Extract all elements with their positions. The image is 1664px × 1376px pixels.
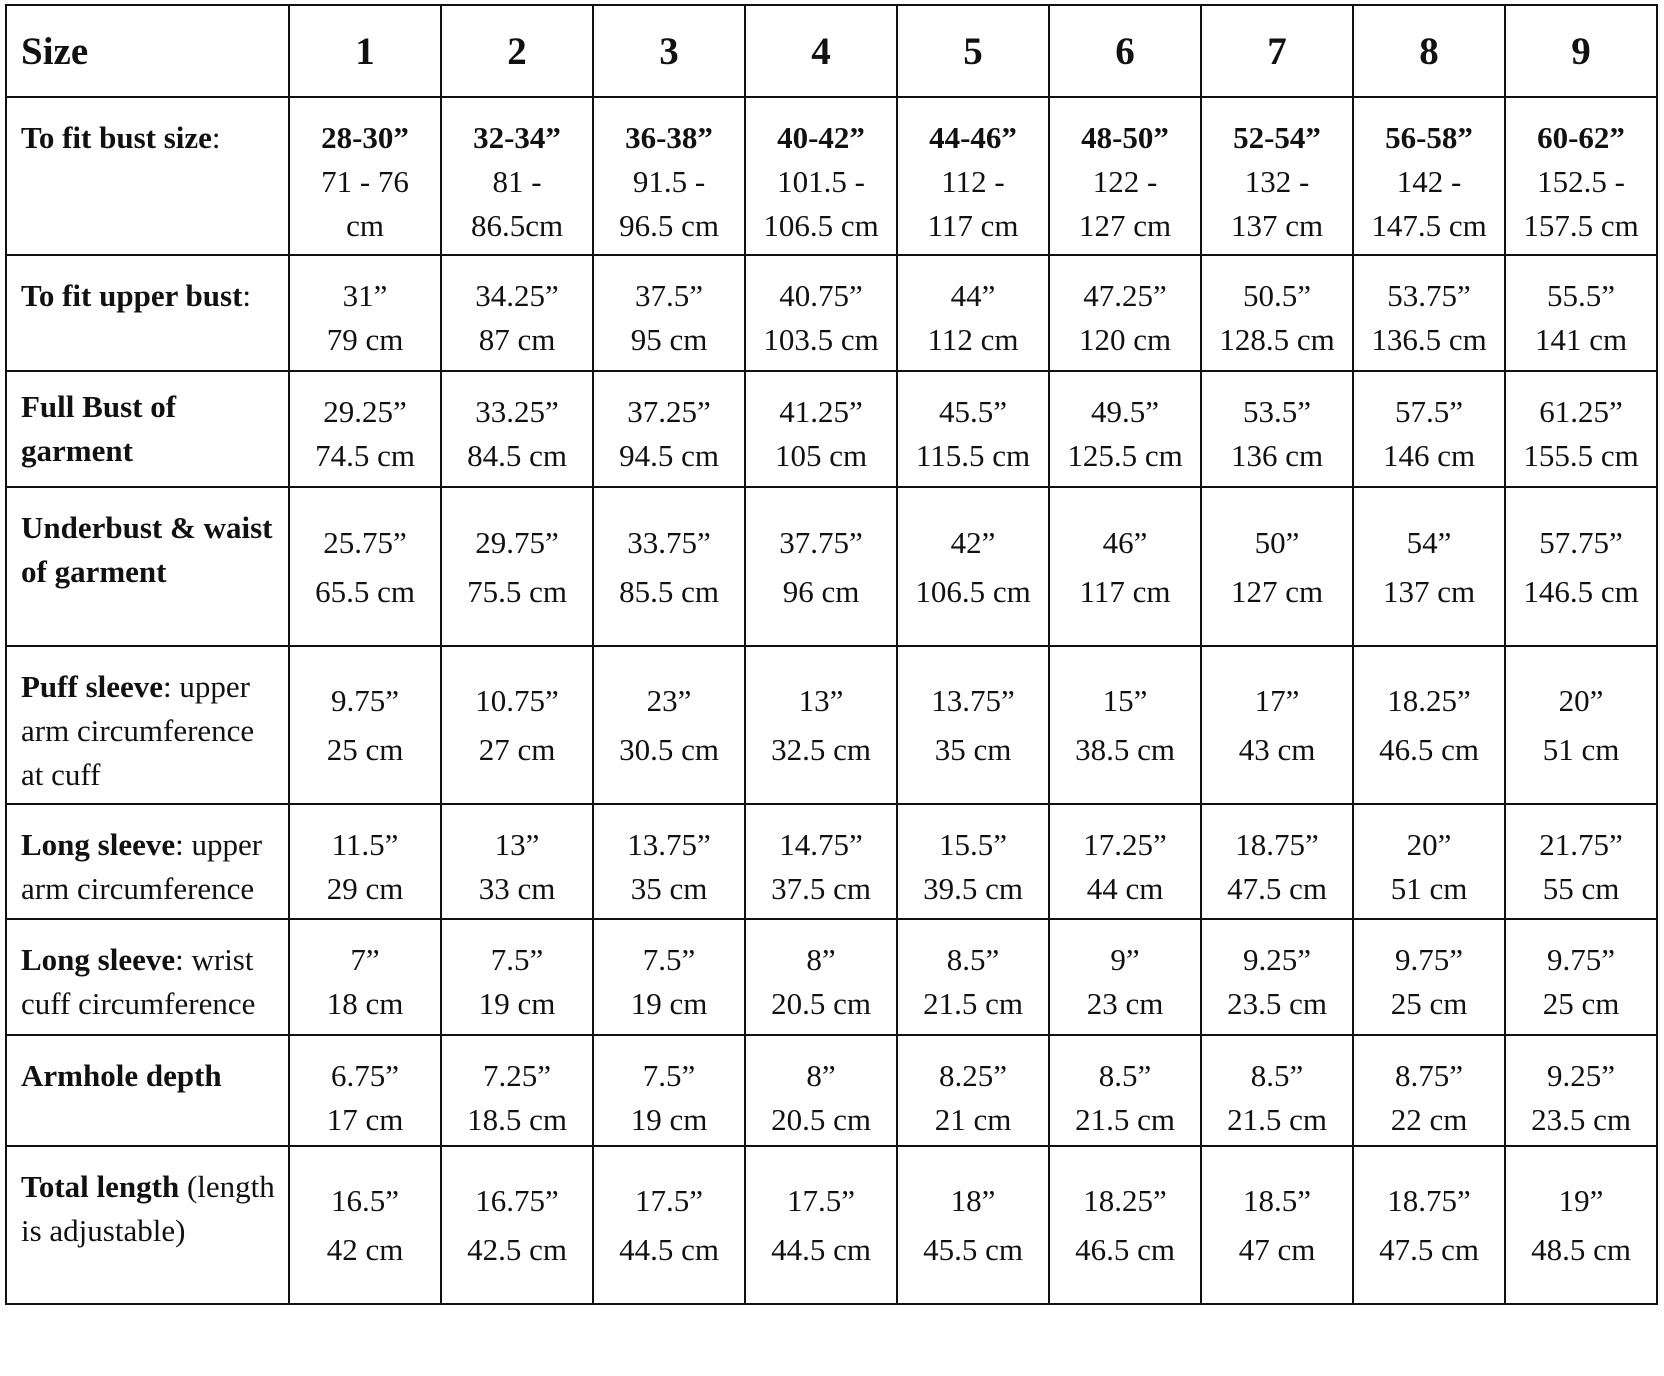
inch-value: 19”: [1558, 1183, 1604, 1218]
inch-value: 53.5”: [1242, 394, 1311, 429]
cm-value: 112 -: [941, 164, 1005, 199]
cm-value: 94.5 cm: [619, 438, 719, 473]
cm-value: 101.5 -: [777, 164, 865, 199]
cm-value: 128.5 cm: [1219, 322, 1335, 357]
inch-value: 17”: [1254, 683, 1300, 718]
cm-value: 19 cm: [478, 986, 556, 1021]
measurement-cell: [1353, 255, 1505, 371]
cm-value: 125.5 cm: [1067, 438, 1183, 473]
inch-value: 15.5”: [938, 827, 1007, 862]
cm-value: 47.5 cm: [1227, 871, 1327, 906]
cm-value: 142 -: [1396, 164, 1462, 199]
inch-value: 40.75”: [779, 278, 863, 313]
measurement-cell: [1505, 804, 1657, 919]
cm-value: 127 cm: [1078, 208, 1172, 243]
measurement-cell: [593, 371, 745, 487]
measurement-cell: [1201, 97, 1353, 255]
inch-value: 17.25”: [1083, 827, 1167, 862]
cm-value: 21.5 cm: [1075, 1102, 1175, 1137]
size-column-header: 2: [441, 5, 593, 97]
measurement-cell: [1049, 1035, 1201, 1146]
cm-value: 46.5 cm: [1379, 732, 1479, 767]
row-label-text: To fit bust size: [21, 120, 212, 155]
cm-value: 48.5 cm: [1531, 1232, 1631, 1267]
inch-value: 6.75”: [330, 1058, 399, 1093]
cm-value: 44.5 cm: [619, 1232, 719, 1267]
cm-value: 103.5 cm: [763, 322, 879, 357]
cm-value: 25 cm: [326, 732, 404, 767]
cm-value: 47 cm: [1238, 1232, 1316, 1267]
cm-value: 136.5 cm: [1371, 322, 1487, 357]
cm-value: 81 -: [492, 164, 542, 199]
inch-value: 60-62”: [1537, 120, 1625, 155]
cm-value: 35 cm: [630, 871, 708, 906]
inch-value: 20”: [1406, 827, 1452, 862]
inch-value: 44-46”: [929, 120, 1017, 155]
measurement-cell: [1201, 804, 1353, 919]
row-label: [6, 919, 289, 1035]
cm-value: 74.5 cm: [315, 438, 415, 473]
inch-value: 34.25”: [475, 278, 559, 313]
measurement-cell: [897, 646, 1049, 804]
inch-value: 29.25”: [323, 394, 407, 429]
size-column-header: 6: [1049, 5, 1201, 97]
inch-value: 48-50”: [1081, 120, 1169, 155]
measurement-cell: [441, 646, 593, 804]
measurement-row: [6, 804, 1657, 919]
measurement-cell: [441, 1146, 593, 1304]
cm-value: 35 cm: [934, 732, 1012, 767]
inch-value: 7.5”: [490, 942, 544, 977]
measurement-cell: [1201, 1035, 1353, 1146]
cm-value: 42.5 cm: [467, 1232, 567, 1267]
cm-value: 20.5 cm: [771, 1102, 871, 1137]
inch-value: 7.5”: [642, 942, 696, 977]
inch-value: 16.75”: [475, 1183, 559, 1218]
inch-value: 36-38”: [625, 120, 713, 155]
measurement-cell: [593, 919, 745, 1035]
inch-value: 37.5”: [634, 278, 703, 313]
inch-value: 50.5”: [1242, 278, 1311, 313]
inch-value: 18”: [950, 1183, 996, 1218]
inch-value: 9.75”: [330, 683, 399, 718]
cm-value: 19 cm: [630, 986, 708, 1021]
measurement-cell: [1505, 1146, 1657, 1304]
size-column-header: 1: [289, 5, 441, 97]
measurement-cell: [745, 646, 897, 804]
row-label-text: Total length: [21, 1169, 180, 1204]
measurement-row: [6, 487, 1657, 646]
measurement-cell: [593, 646, 745, 804]
measurement-cell: [441, 804, 593, 919]
inch-value: 23”: [646, 683, 692, 718]
cm-value: 43 cm: [1238, 732, 1316, 767]
cm-value: 37.5 cm: [771, 871, 871, 906]
cm-value: 21 cm: [934, 1102, 1012, 1137]
row-label: [6, 646, 289, 804]
row-label-text: Long sleeve: [21, 827, 176, 862]
cm-value: 23 cm: [1086, 986, 1164, 1021]
cm-value: 87 cm: [478, 322, 556, 357]
measurement-cell: [289, 919, 441, 1035]
measurement-cell: [289, 1035, 441, 1146]
cm-value: 127 cm: [1230, 573, 1324, 609]
measurement-cell: [745, 804, 897, 919]
measurement-cell: [1505, 97, 1657, 255]
measurement-row: [6, 646, 1657, 804]
measurement-cell: [897, 371, 1049, 487]
measurement-cell: [1201, 646, 1353, 804]
cm-value: 86.5cm: [470, 208, 564, 243]
inch-value: 18.25”: [1387, 683, 1471, 718]
inch-value: 31”: [342, 278, 388, 313]
inch-value: 17.5”: [786, 1183, 855, 1218]
measurement-cell: [1201, 487, 1353, 646]
cm-value: 18.5 cm: [467, 1102, 567, 1137]
measurement-cell: [441, 371, 593, 487]
inch-value: 41.25”: [779, 394, 863, 429]
inch-value: 53.75”: [1387, 278, 1471, 313]
measurement-cell: [441, 1035, 593, 1146]
inch-value: 18.5”: [1242, 1183, 1311, 1218]
chart-body: [6, 97, 1657, 1304]
row-label-text: Full Bust of garment: [21, 389, 177, 468]
cm-value: 79 cm: [326, 322, 404, 357]
cm-value: 17 cm: [326, 1102, 404, 1137]
inch-value: 50”: [1254, 524, 1300, 560]
measurement-cell: [441, 919, 593, 1035]
row-label-text: Armhole depth: [21, 1058, 222, 1093]
inch-value: 9.75”: [1394, 942, 1463, 977]
cm-value: 23.5 cm: [1227, 986, 1327, 1021]
cm-value: 42 cm: [326, 1232, 404, 1267]
measurement-cell: [1049, 1146, 1201, 1304]
cm-value: 18 cm: [326, 986, 404, 1021]
inch-value: 8.5”: [946, 942, 1000, 977]
cm-value: 19 cm: [630, 1102, 708, 1137]
measurement-cell: [745, 255, 897, 371]
row-label: [6, 487, 289, 646]
cm-value: 25 cm: [1542, 986, 1620, 1021]
cm-value: 51 cm: [1542, 732, 1620, 767]
measurement-row: [6, 1035, 1657, 1146]
inch-value: 20”: [1558, 683, 1604, 718]
measurement-cell: [897, 1146, 1049, 1304]
inch-value: 13.75”: [627, 827, 711, 862]
measurement-cell: [1353, 97, 1505, 255]
measurement-cell: [1049, 804, 1201, 919]
row-label-text: : upper arm circumference: [21, 827, 263, 906]
measurement-cell: [745, 371, 897, 487]
cm-value: 45.5 cm: [923, 1232, 1023, 1267]
inch-value: 8.5”: [1250, 1058, 1304, 1093]
measurement-cell: [1201, 371, 1353, 487]
inch-value: 46”: [1102, 524, 1148, 560]
cm-value: 106.5 cm: [915, 573, 1031, 609]
measurement-cell: [1049, 371, 1201, 487]
inch-value: 25.75”: [323, 524, 407, 560]
cm-value: 71 - 76: [321, 164, 409, 199]
measurement-cell: [897, 487, 1049, 646]
size-column-header: 4: [745, 5, 897, 97]
cm-value: 117 cm: [1079, 573, 1171, 609]
measurement-cell: [1049, 919, 1201, 1035]
cm-value: 29 cm: [326, 871, 404, 906]
measurement-cell: [1049, 646, 1201, 804]
measurement-cell: [897, 97, 1049, 255]
cm-value: 21.5 cm: [923, 986, 1023, 1021]
measurement-cell: [289, 487, 441, 646]
measurement-cell: [593, 1035, 745, 1146]
inch-value: 13.75”: [931, 683, 1015, 718]
inch-value: 7”: [350, 942, 380, 977]
inch-value: 18.75”: [1387, 1183, 1471, 1218]
measurement-cell: [1049, 487, 1201, 646]
size-column-header: 9: [1505, 5, 1657, 97]
measurement-cell: [745, 1146, 897, 1304]
row-label-text: : wrist cuff circumference: [21, 942, 256, 1021]
cm-value: 117 cm: [927, 208, 1019, 243]
measurement-cell: [1353, 1035, 1505, 1146]
measurement-cell: [1505, 255, 1657, 371]
measurement-cell: [897, 919, 1049, 1035]
measurement-cell: [441, 97, 593, 255]
inch-value: 32-34”: [473, 120, 561, 155]
cm-value: 96.5 cm: [619, 208, 719, 243]
cm-value: 146 cm: [1382, 438, 1476, 473]
measurement-cell: [1505, 1035, 1657, 1146]
measurement-cell: [1353, 371, 1505, 487]
inch-value: 13”: [798, 683, 844, 718]
measurement-cell: [1353, 646, 1505, 804]
cm-value: 38.5 cm: [1075, 732, 1175, 767]
measurement-cell: [1505, 487, 1657, 646]
cm-value: 132 -: [1244, 164, 1310, 199]
header-row: [6, 5, 1657, 97]
row-label: [6, 255, 289, 371]
inch-value: 9.25”: [1242, 942, 1311, 977]
row-label-text: : upper arm circumference at cuff: [21, 669, 255, 792]
cm-value: 137 cm: [1382, 573, 1476, 609]
cm-value: 22 cm: [1390, 1102, 1468, 1137]
measurement-cell: [289, 804, 441, 919]
measurement-cell: [289, 646, 441, 804]
inch-value: 47.25”: [1083, 278, 1167, 313]
measurement-cell: [745, 97, 897, 255]
cm-value: 147.5 cm: [1371, 208, 1487, 243]
cm-value: 96 cm: [782, 573, 860, 609]
row-label-text: (length is adjustable): [21, 1169, 275, 1248]
row-label: [6, 804, 289, 919]
inch-value: 9”: [1110, 942, 1140, 977]
inch-value: 18.25”: [1083, 1183, 1167, 1218]
measurement-cell: [1505, 371, 1657, 487]
inch-value: 44”: [950, 278, 996, 313]
inch-value: 57.5”: [1394, 394, 1463, 429]
row-label: [6, 1146, 289, 1304]
inch-value: 8.5”: [1098, 1058, 1152, 1093]
cm-value: 115.5 cm: [915, 438, 1031, 473]
inch-value: 54”: [1406, 524, 1452, 560]
measurement-cell: [1505, 919, 1657, 1035]
cm-value: 141 cm: [1534, 322, 1628, 357]
inch-value: 9.75”: [1546, 942, 1615, 977]
measurement-cell: [593, 97, 745, 255]
size-header: Size: [6, 5, 289, 97]
measurement-cell: [1201, 1146, 1353, 1304]
measurement-cell: [1201, 919, 1353, 1035]
measurement-cell: [745, 919, 897, 1035]
measurement-row: [6, 97, 1657, 255]
cm-value: 27 cm: [478, 732, 556, 767]
inch-value: 55.5”: [1546, 278, 1615, 313]
measurement-cell: [897, 804, 1049, 919]
row-label-text: :: [242, 278, 252, 313]
inch-value: 8”: [806, 942, 836, 977]
inch-value: 28-30”: [321, 120, 409, 155]
size-column-header: 8: [1353, 5, 1505, 97]
cm-value: 95 cm: [630, 322, 708, 357]
cm-value: 65.5 cm: [315, 573, 415, 609]
cm-value: 91.5 -: [632, 164, 706, 199]
cm-value: 136 cm: [1230, 438, 1324, 473]
measurement-row: [6, 1146, 1657, 1304]
measurement-cell: [441, 255, 593, 371]
cm-value: 46.5 cm: [1075, 1232, 1175, 1267]
row-label: [6, 97, 289, 255]
row-label-text: :: [211, 120, 221, 155]
inch-value: 29.75”: [475, 524, 559, 560]
size-chart-table: [5, 4, 1658, 1305]
inch-value: 21.75”: [1539, 827, 1623, 862]
measurement-cell: [1201, 255, 1353, 371]
size-column-header: 3: [593, 5, 745, 97]
cm-value: 20.5 cm: [771, 986, 871, 1021]
cm-value: 155.5 cm: [1523, 438, 1639, 473]
row-label-text: Underbust & waist of garment: [21, 510, 273, 589]
cm-value: 32.5 cm: [771, 732, 871, 767]
inch-value: 8”: [806, 1058, 836, 1093]
cm-value: 105 cm: [774, 438, 868, 473]
measurement-row: [6, 255, 1657, 371]
cm-value: 152.5 -: [1537, 164, 1625, 199]
measurement-cell: [897, 255, 1049, 371]
size-column-header: 5: [897, 5, 1049, 97]
inch-value: 11.5”: [331, 827, 399, 862]
cm-value: 33 cm: [478, 871, 556, 906]
inch-value: 8.25”: [938, 1058, 1007, 1093]
cm-value: 47.5 cm: [1379, 1232, 1479, 1267]
measurement-cell: [289, 1146, 441, 1304]
cm-value: 30.5 cm: [619, 732, 719, 767]
measurement-cell: [1353, 1146, 1505, 1304]
cm-value: cm: [346, 208, 384, 243]
cm-value: 122 -: [1092, 164, 1158, 199]
cm-value: 85.5 cm: [619, 573, 719, 609]
measurement-cell: [593, 487, 745, 646]
measurement-cell: [745, 487, 897, 646]
inch-value: 57.75”: [1539, 524, 1623, 560]
inch-value: 49.5”: [1090, 394, 1159, 429]
inch-value: 33.25”: [475, 394, 559, 429]
measurement-cell: [1049, 97, 1201, 255]
measurement-cell: [1353, 804, 1505, 919]
inch-value: 16.5”: [330, 1183, 399, 1218]
inch-value: 9.25”: [1546, 1058, 1615, 1093]
size-column-header: 7: [1201, 5, 1353, 97]
inch-value: 52-54”: [1233, 120, 1321, 155]
inch-value: 18.75”: [1235, 827, 1319, 862]
inch-value: 45.5”: [938, 394, 1007, 429]
inch-value: 40-42”: [777, 120, 865, 155]
measurement-row: [6, 371, 1657, 487]
cm-value: 137 cm: [1230, 208, 1324, 243]
inch-value: 14.75”: [779, 827, 863, 862]
inch-value: 33.75”: [627, 524, 711, 560]
measurement-cell: [593, 255, 745, 371]
inch-value: 37.25”: [627, 394, 711, 429]
measurement-cell: [1353, 487, 1505, 646]
measurement-cell: [897, 1035, 1049, 1146]
inch-value: 7.5”: [642, 1058, 696, 1093]
row-label: [6, 371, 289, 487]
cm-value: 21.5 cm: [1227, 1102, 1327, 1137]
measurement-row: [6, 919, 1657, 1035]
row-label: [6, 1035, 289, 1146]
cm-value: 106.5 cm: [763, 208, 879, 243]
cm-value: 146.5 cm: [1523, 573, 1639, 609]
inch-value: 61.25”: [1539, 394, 1623, 429]
inch-value: 56-58”: [1385, 120, 1473, 155]
inch-value: 10.75”: [475, 683, 559, 718]
cm-value: 44.5 cm: [771, 1232, 871, 1267]
measurement-cell: [441, 487, 593, 646]
measurement-cell: [1505, 646, 1657, 804]
row-label-text: To fit upper bust: [21, 278, 243, 313]
inch-value: 37.75”: [779, 524, 863, 560]
cm-value: 75.5 cm: [467, 573, 567, 609]
inch-value: 8.75”: [1394, 1058, 1463, 1093]
measurement-cell: [593, 804, 745, 919]
cm-value: 120 cm: [1078, 322, 1172, 357]
cm-value: 25 cm: [1390, 986, 1468, 1021]
cm-value: 84.5 cm: [467, 438, 567, 473]
measurement-cell: [1049, 255, 1201, 371]
inch-value: 15”: [1102, 683, 1148, 718]
measurement-cell: [289, 371, 441, 487]
cm-value: 23.5 cm: [1531, 1102, 1631, 1137]
measurement-cell: [289, 255, 441, 371]
cm-value: 44 cm: [1086, 871, 1164, 906]
cm-value: 55 cm: [1542, 871, 1620, 906]
row-label-text: Puff sleeve: [21, 669, 164, 704]
row-label-text: Long sleeve: [21, 942, 176, 977]
cm-value: 157.5 cm: [1523, 208, 1639, 243]
measurement-cell: [1353, 919, 1505, 1035]
measurement-cell: [593, 1146, 745, 1304]
inch-value: 7.25”: [482, 1058, 551, 1093]
measurement-cell: [745, 1035, 897, 1146]
inch-value: 17.5”: [634, 1183, 703, 1218]
measurement-cell: [289, 97, 441, 255]
cm-value: 51 cm: [1390, 871, 1468, 906]
inch-value: 13”: [494, 827, 540, 862]
inch-value: 42”: [950, 524, 996, 560]
cm-value: 112 cm: [927, 322, 1019, 357]
cm-value: 39.5 cm: [923, 871, 1023, 906]
